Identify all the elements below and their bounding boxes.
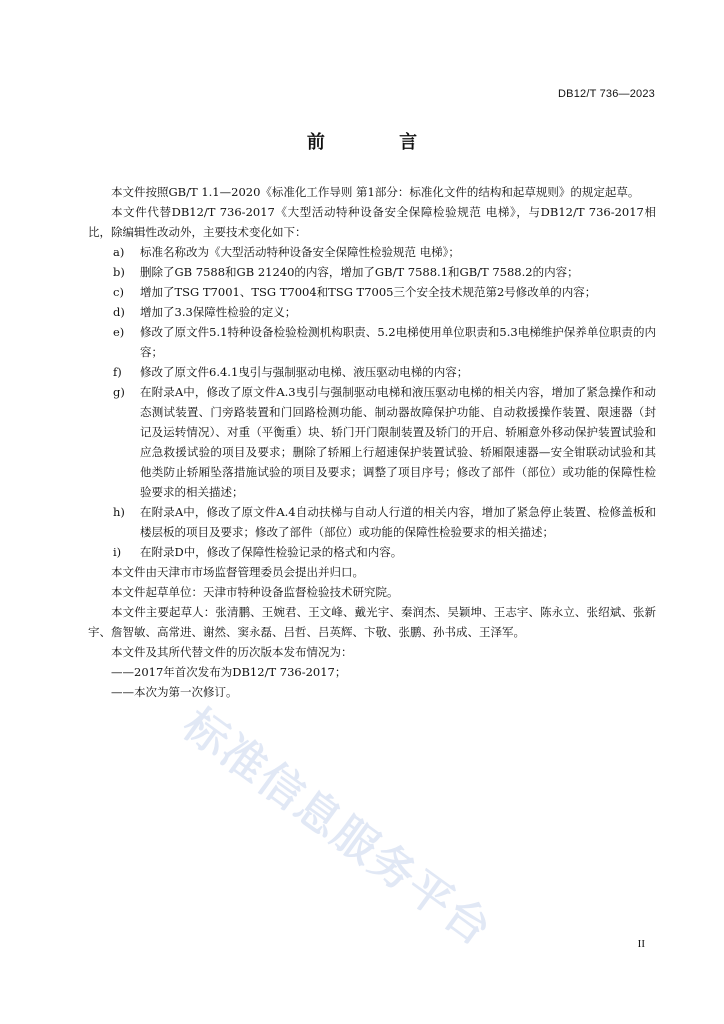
list-item-label: d) <box>113 305 125 319</box>
history-item: ——本次为第一次修订。 <box>111 685 238 699</box>
list-item-label: a) <box>113 245 125 259</box>
list-item <box>88 242 656 262</box>
list-item-text: 在附录D中，修改了保障性检验记录的格式和内容。 <box>140 545 403 559</box>
list-item-label: b) <box>113 265 125 279</box>
list-item <box>88 282 656 302</box>
list-item-label: c) <box>113 285 124 299</box>
list-item-text: 在附录A中，修改了原文件A.4自动扶梯与自动人行道的相关内容，增加了紧急停止装置、检修盖板和楼层板的项目及要求；修改了部件（部位）或功能的保障性检验要求的相关描述； <box>140 505 656 539</box>
page-title: 前 言 <box>306 132 452 153</box>
list-item-label: f) <box>113 365 122 379</box>
standard-code: DB12/T 736—2023 <box>558 88 655 100</box>
drafting-unit-paragraph: 本文件起草单位：天津市特种设备监督检验技术研究院。 <box>111 585 399 599</box>
list-item-text: 在附录A中，修改了原文件A.3曳引与强制驱动电梯和液压驱动电梯的相关内容，增加了紧急操作和动态测试装置、门旁路装置和门回路检测功能、制动器故障保护功能、自动救援操作装置、限速器（封记及运转情况）、对重（平衡重）块、轿门开门限制装置及轿门的开启、轿厢意外移动保护装置试验和应急救援试验的项目及要求；删除了轿厢上行超速保护装置试验、轿厢限速器—安全钳联动试验和其他类防止轿厢坠落措施试验的项目及要求；调整了项目序号；修改了部件（部位）或功能的保障性检验要求的相关描述； <box>140 385 656 499</box>
list-item-text: 增加了TSG T7001、TSG T7004和TSG T7005三个安全技术规范第2号修改单的内容； <box>140 285 597 299</box>
list-item <box>88 502 656 542</box>
list-item <box>88 362 656 382</box>
changes-list <box>88 242 656 562</box>
replacement-paragraph: 本文件代替DB12/T 736-2017《大型活动特种设备安全保障检验规范 电梯》，与DB12/T 736-2017相比，除编辑性改动外，主要技术变化如下： <box>88 205 656 239</box>
list-item-text: 修改了原文件6.4.1曳引与强制驱动电梯、液压驱动电梯的内容； <box>140 365 469 379</box>
list-item-label: h) <box>113 505 125 519</box>
list-item-label: e) <box>113 325 125 339</box>
list-item <box>88 542 656 562</box>
drafters-paragraph: 本文件主要起草人：张清鹏、王婉君、王文峰、戴光宇、秦润杰、吴颖坤、王志宇、陈永立、张绍斌、张新宇、詹智敏、高常进、谢然、窦永磊、吕哲、吕英辉、卞敬、张鹏、孙书成、王泽军。 <box>88 605 656 639</box>
list-item-text: 修改了原文件5.1特种设备检验检测机构职责、5.2电梯使用单位职责和5.3电梯维护保养单位职责的内容； <box>140 325 656 359</box>
list-item <box>88 302 656 322</box>
list-item <box>88 382 656 502</box>
list-item <box>88 262 656 282</box>
list-item-text: 删除了GB 7588和GB 21240的内容，增加了GB/T 7588.1和GB/T 7588.2的内容； <box>140 265 579 279</box>
scope-paragraph: 本文件按照GB/T 1.1—2020《标准化工作导则 第1部分：标准化文件的结构和起草规则》的规定起草。 <box>111 185 640 199</box>
document-body <box>88 182 656 702</box>
list-item-label: g) <box>113 385 125 399</box>
page-number: II <box>637 938 645 950</box>
history-intro-paragraph: 本文件及其所代替文件的历次版本发布情况为： <box>111 645 353 659</box>
list-item <box>88 322 656 362</box>
history-item: ——2017年首次发布为DB12/T 736-2017； <box>111 665 347 679</box>
watermark: 标准信息服务平台 <box>173 698 502 957</box>
list-item-text: 标准名称改为《大型活动特种设备安全保障性检验规范 电梯》； <box>140 245 460 259</box>
list-item-text: 增加了3.3保障性检验的定义； <box>140 305 297 319</box>
proposer-paragraph: 本文件由天津市市场监督管理委员会提出并归口。 <box>111 565 364 579</box>
list-item-label: i) <box>113 545 122 559</box>
